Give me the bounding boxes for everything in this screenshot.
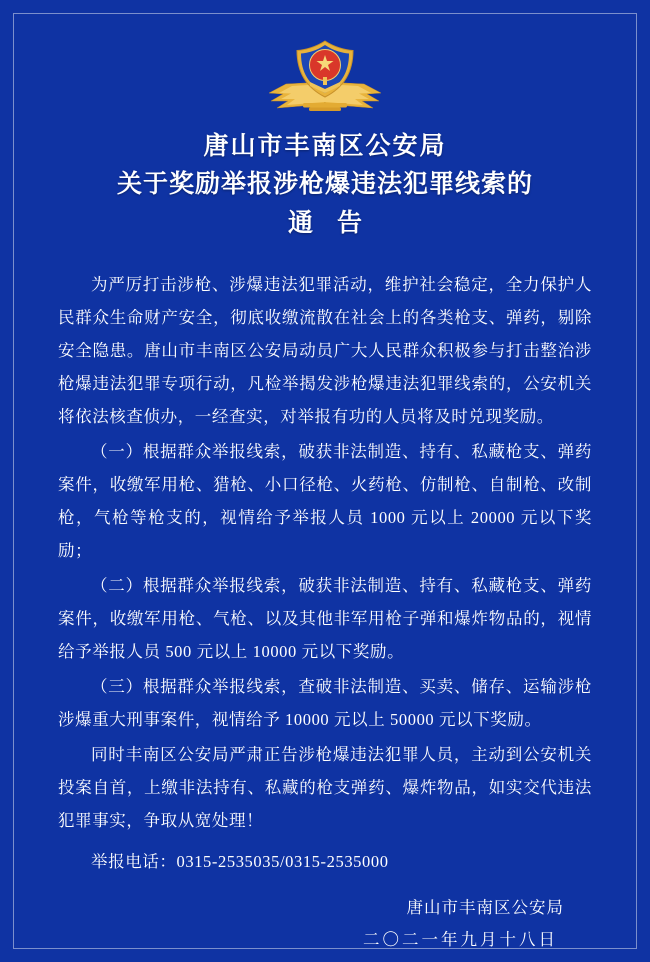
signature-issuer: 唐山市丰南区公安局 bbox=[406, 898, 564, 917]
page-title bbox=[58, 128, 592, 244]
title-line-1: 唐山市丰南区公安局 bbox=[203, 133, 447, 160]
police-badge-emblem-icon bbox=[266, 34, 384, 122]
report-hotline: 举报电话：0315-2535035/0315-2535000 bbox=[91, 852, 389, 871]
title-line-3: 通告 bbox=[287, 210, 386, 237]
paragraph-clause-3: （三）根据群众举报线索，查破非法制造、买卖、储存、运输涉枪涉爆重大刑事案件，视情给予 10000 元以上 50000 元以下奖励。 bbox=[58, 677, 592, 729]
signature-date: 二〇二一年九月十八日 bbox=[363, 930, 558, 949]
paragraph-intro: 为严厉打击涉枪、涉爆违法犯罪活动，维护社会稳定，全力保护人民群众生命财产安全，彻底收缴流散在社会上的各类枪支、弹药，剔除安全隐患。唐山市丰南区公安局动员广大人民群众积极参与打击整治涉枪爆违法犯罪专项行动，凡检举揭发涉枪爆违法犯罪线索的，公安机关将依法核查侦办，一经查实，对举报有功的人员将及时兑现奖励。 bbox=[58, 275, 592, 426]
signature-block bbox=[58, 892, 592, 956]
paragraph-clause-2: （二）根据群众举报线索，破获非法制造、持有、私藏枪支、弹药案件，收缴军用枪、气枪、以及其他非军用枪子弹和爆炸物品的，视情给予举报人员 500 元以上 10000 元以下奖励。 bbox=[58, 576, 592, 661]
emblem-container bbox=[58, 34, 592, 122]
notice-body bbox=[58, 268, 592, 878]
paragraph-warning: 同时丰南区公安局严肃正告涉枪爆违法犯罪人员，主动到公安机关投案自首，上缴非法持有、私藏的枪支弹药、爆炸物品，如实交代违法犯罪事实，争取从宽处理！ bbox=[58, 745, 592, 830]
title-line-2: 关于奖励举报涉枪爆违法犯罪线索的 bbox=[116, 171, 533, 198]
paragraph-clause-1: （一）根据群众举报线索，破获非法制造、持有、私藏枪支、弹药案件，收缴军用枪、猎枪、小口径枪、火药枪、仿制枪、自制枪、改制枪，气枪等枪支的，视情给予举报人员 1000 元以上 20000 元以下奖励； bbox=[58, 442, 592, 560]
